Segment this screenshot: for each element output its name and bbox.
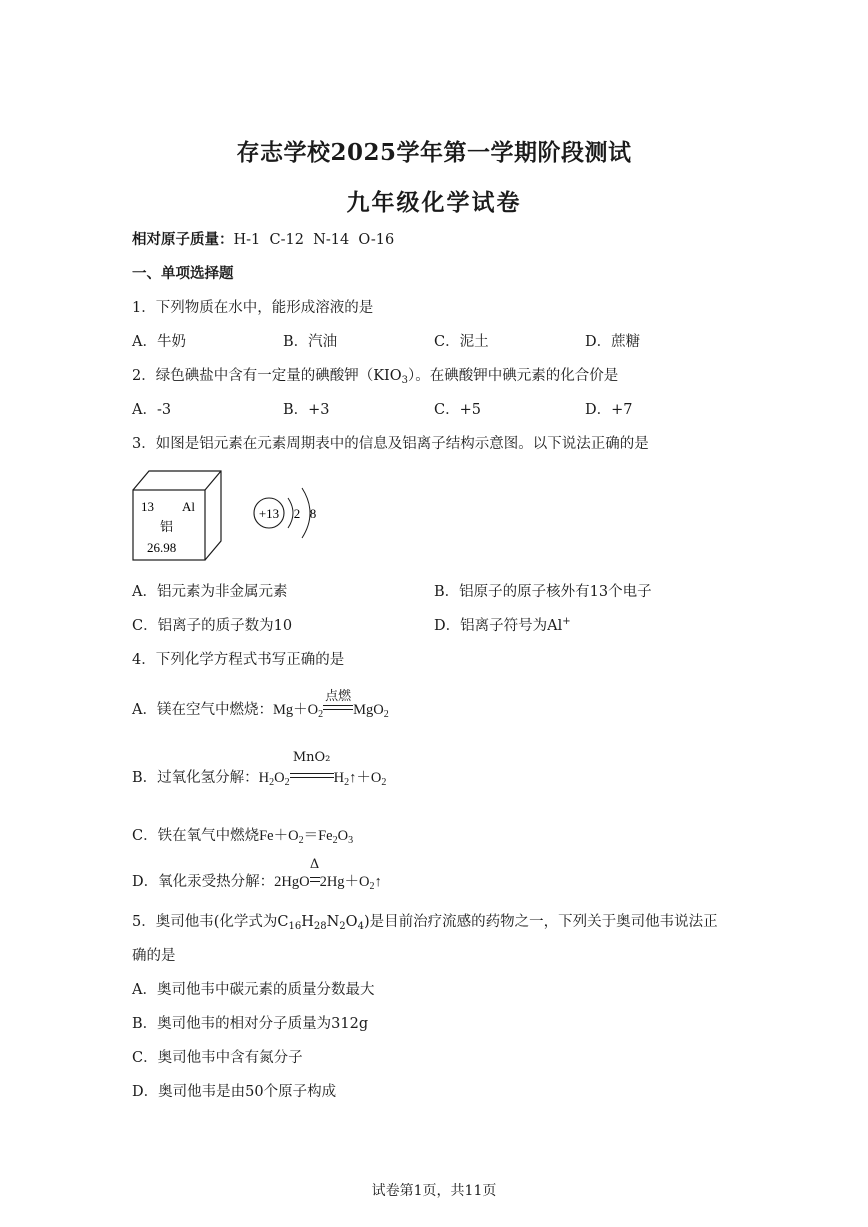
question-2-option-d: D．+7 [585,402,633,418]
question-3-option-d: D．铝离子符号为Al+ [434,616,571,634]
question-2-option-b: B．+3 [283,402,330,418]
question-5-option-b: B．奥司他韦的相对分子质量为312g [132,1016,369,1032]
aluminum-figure [128,466,338,564]
question-2-option-a: A．-3 [132,402,172,418]
section-title: 一、单项选择题 [132,265,234,282]
exam-title: 存志学校2025学年第一学期阶段测试 [236,139,632,166]
condition-mark-a: 点燃 [323,702,353,718]
question-4-option-a: A．镁在空气中燃烧：$Mg+O_2$ 点燃 MgO$_2$ [132,689,389,720]
question-5-stem-cont: 确的是 [132,948,176,964]
question-4-option-c: C．铁在氧气中燃烧$Fe+O_2=Fe_2O_3$ [132,828,354,846]
exam-subtitle: 九年级化学试卷 [346,189,522,216]
question-5-stem: 5．奥司他韦(化学式为$C_{16}H_{28}N_2O_4$)是目前治疗流感的药物之一，下列关于奥司他韦说法正 [132,914,718,932]
question-3-option-a: A．铝元素为非金属元素 [132,584,288,600]
condition-mark-d: Δ [310,874,320,890]
question-1-option-b: B．汽油 [283,334,338,350]
question-2-option-c: C．+5 [434,402,481,418]
atomic-mass-label: 相对原子质量： [132,231,234,248]
question-5-option-d: D．奥司他韦是由50个原子构成 [132,1084,337,1100]
question-1-option-a: A．牛奶 [132,334,186,350]
atomic-mass-line [132,228,394,249]
question-5-option-a: A．奥司他韦中碳元素的质量分数最大 [132,982,375,998]
question-1-option-d: D．蔗糖 [585,334,641,350]
nucleus-charge: +13 [258,506,280,521]
page-footer: 试卷第1页，共11页 [371,1183,497,1199]
condition-mark-b: MnO₂ [290,770,334,786]
question-5-option-c: C．奥司他韦中含有氮分子 [132,1050,303,1066]
question-3-stem: 3．如图是铝元素在元素周期表中的信息及铝离子结构示意图。以下说法正确的是 [132,436,649,452]
question-4-option-d: D．氧化汞受热分解：2HgO Δ $2Hg+O_2↑$ [132,857,382,892]
element-number: 13 [141,499,154,514]
shell-1-count: 2 [293,506,301,521]
atomic-mass-values: H-1 C-12 N-14 O-16 [233,232,395,248]
question-2-stem: 2．绿色碘盐中含有一定量的碘酸钾$(KIO_3)$。在碘酸钾中碘元素的化合价是 [132,368,619,386]
question-1-option-c: C．泥土 [434,334,489,350]
shell-2-count: 8 [309,506,317,521]
element-symbol: Al [182,499,195,514]
question-3-option-c: C．铝离子的质子数为10 [132,618,293,634]
question-4-stem: 4．下列化学方程式书写正确的是 [132,652,345,668]
element-name: 铝 [160,520,174,535]
question-3-option-b: B．铝原子的原子核外有13个电子 [434,584,652,600]
question-1-stem: 1．下列物质在水中，能形成溶液的是 [132,300,374,316]
electron-shell-1 [288,498,293,528]
element-mass: 26.98 [147,540,177,555]
question-4-option-b: B．过氧化氢分解：$H_2O_2$ MnO₂ $H_2↑+O_2$ [132,750,387,788]
